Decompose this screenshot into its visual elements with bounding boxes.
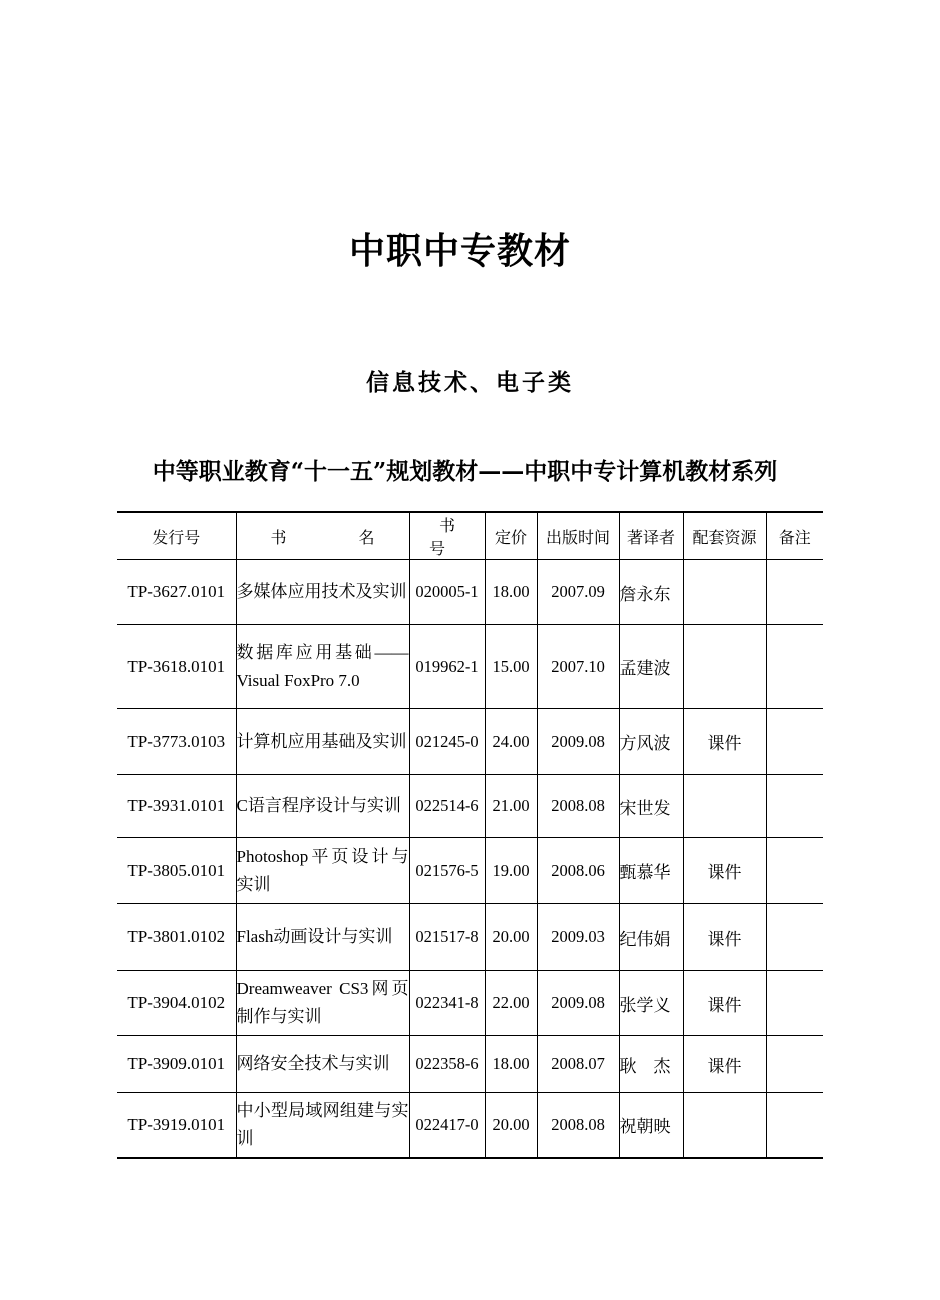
- cell-note: [766, 625, 823, 709]
- cell-title: 网络安全技术与实训: [236, 1036, 409, 1093]
- cell-title: Photoshop平页设计与实训: [236, 838, 409, 904]
- cell-date: 2007.10: [537, 625, 619, 709]
- col-header-price: 定价: [485, 512, 537, 560]
- cell-author: 方风波: [619, 709, 683, 775]
- cell-code: TP-3618.0101: [117, 625, 236, 709]
- cell-isbn: 021245-0: [409, 709, 485, 775]
- cell-isbn: 021517-8: [409, 904, 485, 971]
- cell-isbn: 022514-6: [409, 775, 485, 838]
- cell-isbn: 021576-5: [409, 838, 485, 904]
- cell-price: 18.00: [485, 560, 537, 625]
- cell-author: 祝朝映: [619, 1093, 683, 1158]
- cell-title: Flash动画设计与实训: [236, 904, 409, 971]
- cell-resource: [683, 1093, 766, 1158]
- cell-isbn: 020005-1: [409, 560, 485, 625]
- cell-code: TP-3773.0103: [117, 709, 236, 775]
- cell-title: 计算机应用基础及实训: [236, 709, 409, 775]
- cell-author: 纪伟娟: [619, 904, 683, 971]
- col-header-date: 出版时间: [537, 512, 619, 560]
- cell-date: 2009.08: [537, 971, 619, 1036]
- cell-resource: [683, 625, 766, 709]
- table-row: [117, 971, 823, 1036]
- cell-author: 宋世发: [619, 775, 683, 838]
- cell-title: 多媒体应用技术及实训: [236, 560, 409, 625]
- cell-code: TP-3904.0102: [117, 971, 236, 1036]
- col-header-code: 发行号: [117, 512, 236, 560]
- col-header-resource: 配套资源: [683, 512, 766, 560]
- cell-title: 中小型局域网组建与实训: [236, 1093, 409, 1158]
- cell-note: [766, 904, 823, 971]
- cell-isbn: 022358-6: [409, 1036, 485, 1093]
- cell-price: 18.00: [485, 1036, 537, 1093]
- cell-code: TP-3919.0101: [117, 1093, 236, 1158]
- cell-resource: [683, 775, 766, 838]
- cell-note: [766, 838, 823, 904]
- series-heading: 中等职业教育“十一五”规划教材——中职中专计算机教材系列: [152, 458, 778, 485]
- cell-code: TP-3801.0102: [117, 904, 236, 971]
- table-row: [117, 1036, 823, 1093]
- cell-date: 2009.08: [537, 709, 619, 775]
- cell-code: TP-3909.0101: [117, 1036, 236, 1093]
- cell-code: TP-3627.0101: [117, 560, 236, 625]
- cell-price: 22.00: [485, 971, 537, 1036]
- cell-author: 张学义: [619, 971, 683, 1036]
- cell-resource: [683, 560, 766, 625]
- table-row: [117, 838, 823, 904]
- cell-price: 21.00: [485, 775, 537, 838]
- cell-date: 2008.08: [537, 1093, 619, 1158]
- cell-author: 孟建波: [619, 625, 683, 709]
- cell-code: TP-3931.0101: [117, 775, 236, 838]
- cell-title: Dreamweaver CS3网页制作与实训: [236, 971, 409, 1036]
- col-header-title: 书 名: [236, 512, 409, 560]
- cell-isbn: 022341-8: [409, 971, 485, 1036]
- cell-resource: 课件: [683, 971, 766, 1036]
- cell-date: 2007.09: [537, 560, 619, 625]
- cell-note: [766, 775, 823, 838]
- cell-date: 2008.08: [537, 775, 619, 838]
- cell-note: [766, 971, 823, 1036]
- table-row: [117, 709, 823, 775]
- cell-resource: 课件: [683, 709, 766, 775]
- cell-price: 20.00: [485, 904, 537, 971]
- cell-isbn: 019962-1: [409, 625, 485, 709]
- book-table: [117, 511, 823, 1159]
- cell-price: 20.00: [485, 1093, 537, 1158]
- cell-resource: 课件: [683, 1036, 766, 1093]
- col-header-isbn: 书 号: [409, 512, 485, 560]
- col-header-note: 备注: [766, 512, 823, 560]
- cell-author: 甄慕华: [619, 838, 683, 904]
- cell-price: 15.00: [485, 625, 537, 709]
- cell-code: TP-3805.0101: [117, 838, 236, 904]
- cell-note: [766, 709, 823, 775]
- table-header-row: [117, 512, 823, 560]
- cell-author: 詹永东: [619, 560, 683, 625]
- cell-resource: 课件: [683, 838, 766, 904]
- cell-date: 2008.07: [537, 1036, 619, 1093]
- cell-author: 耿 杰: [619, 1036, 683, 1093]
- cell-price: 24.00: [485, 709, 537, 775]
- cell-date: 2009.03: [537, 904, 619, 971]
- cell-isbn: 022417-0: [409, 1093, 485, 1158]
- table-row: [117, 560, 823, 625]
- cell-note: [766, 1093, 823, 1158]
- table-row: [117, 625, 823, 709]
- category-heading: 信息技术、电子类: [366, 370, 574, 396]
- cell-note: [766, 1036, 823, 1093]
- table-row: [117, 775, 823, 838]
- cell-price: 19.00: [485, 838, 537, 904]
- page-title: 中职中专教材: [348, 231, 571, 272]
- cell-title: 数据库应用基础——Visual FoxPro 7.0: [236, 625, 409, 709]
- cell-title: C语言程序设计与实训: [236, 775, 409, 838]
- cell-resource: 课件: [683, 904, 766, 971]
- col-header-author: 著译者: [619, 512, 683, 560]
- cell-date: 2008.06: [537, 838, 619, 904]
- table-row: [117, 1093, 823, 1158]
- cell-note: [766, 560, 823, 625]
- table-row: [117, 904, 823, 971]
